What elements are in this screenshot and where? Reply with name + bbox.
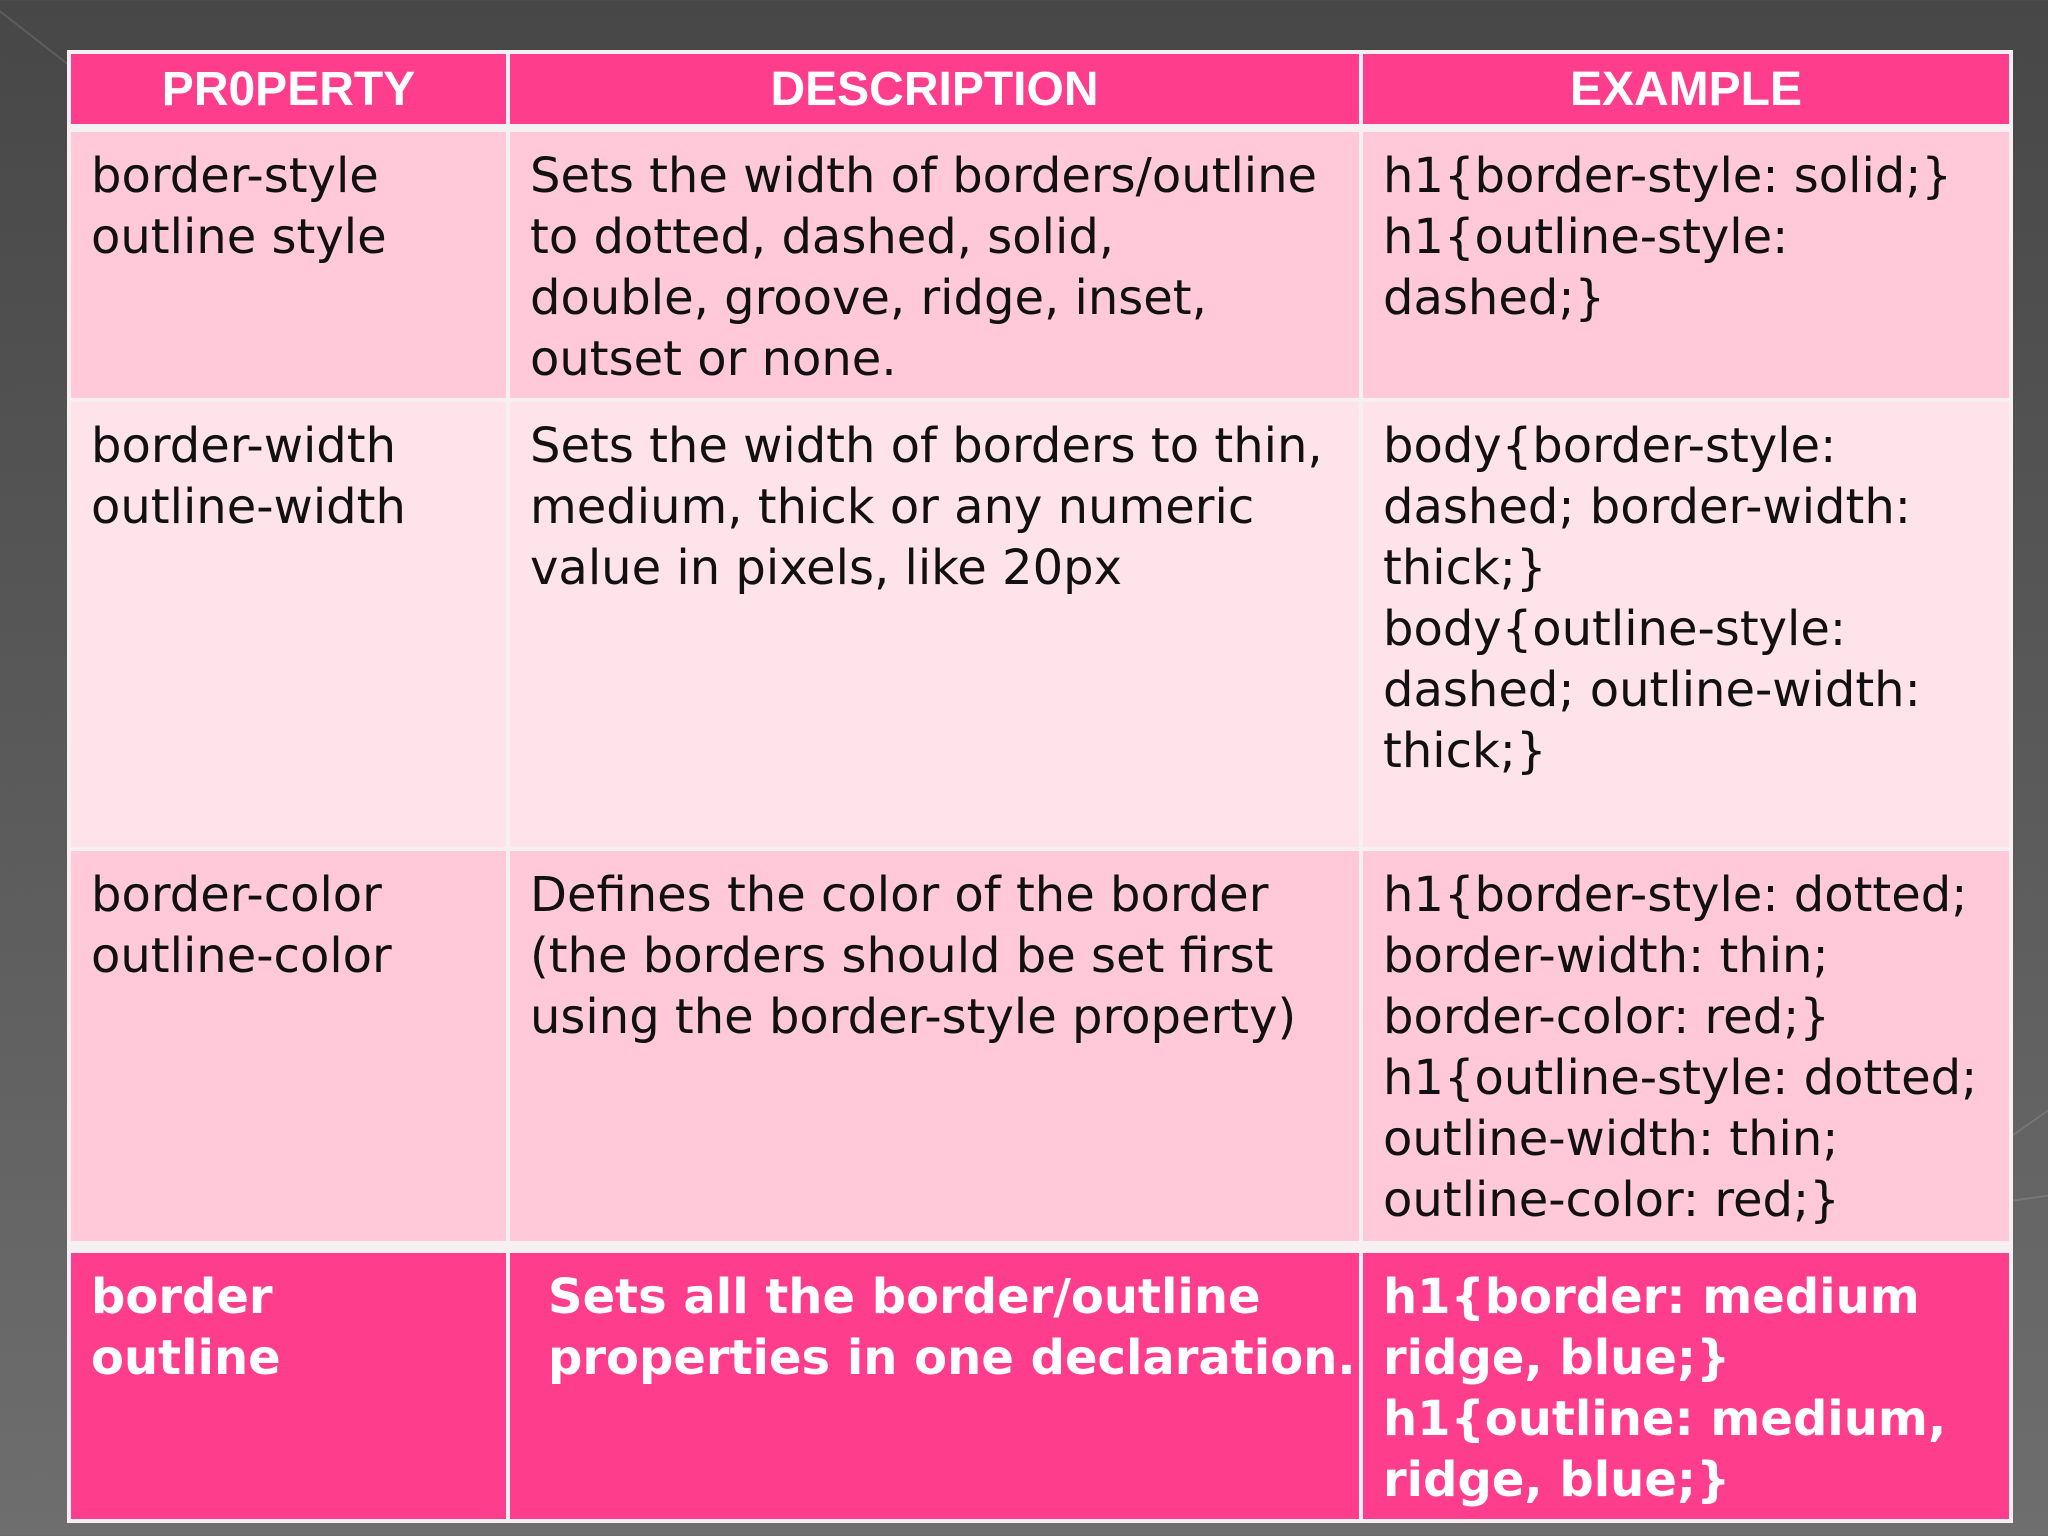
example-cell [1363,132,2013,402]
property-line: border [91,1269,273,1325]
table-header-row [67,50,2013,132]
property-cell [67,1245,510,1523]
property-line: border-width [91,418,397,474]
header-property: PR0PERTY [67,50,510,132]
example-line: ridge, blue;} [1383,1330,1731,1386]
example-line: body{border-style: [1383,418,1837,474]
example-line: thick;} [1383,723,1547,779]
description-cell [510,402,1363,851]
example-line: ridge, blue;} [1383,1452,1731,1508]
property-line: outline [91,1330,281,1386]
example-line: h1{border-style: solid;} [1383,148,1952,204]
table-row-highlight [67,1245,2013,1523]
example-cell [1363,1245,2013,1523]
example-line: h1{border: medium [1383,1269,1920,1325]
example-line: h1{border-style: dotted; [1383,867,1968,923]
example-cell [1363,402,2013,851]
example-line: outline-color: red;} [1383,1172,1840,1228]
table-row [67,402,2013,851]
table-row [67,851,2013,1245]
example-line: h1{outline-style: [1383,209,1789,265]
description-line: value in pixels, like 20px [530,540,1123,596]
description-line: to dotted, dashed, solid, [530,209,1115,265]
example-line: dashed;} [1383,270,1606,326]
description-cell [510,132,1363,402]
property-line: outline-color [91,928,392,984]
example-line: thick;} [1383,540,1547,596]
example-line: h1{outline-style: dotted; [1383,1050,1978,1106]
description-line: Sets the width of borders/outline [530,148,1318,204]
description-line: Sets all the border/outline [548,1269,1261,1325]
property-line: border-color [91,867,382,923]
property-line: outline-width [91,479,406,535]
background-decoration [2010,1192,2048,1202]
example-cell [1363,851,2013,1245]
description-line: medium, thick or any numeric [530,479,1255,535]
property-line: border-style [91,148,379,204]
property-cell [67,132,510,402]
description-line: using the border-style property) [530,989,1297,1045]
css-border-properties-table [67,50,2013,1523]
description-line: Sets the width of borders to thin, [530,418,1323,474]
example-line: outline-width: thin; [1383,1111,1839,1167]
description-line: properties in one declaration. [548,1330,1356,1386]
header-description: DESCRIPTION [510,50,1363,132]
property-cell [67,851,510,1245]
example-line: border-color: red;} [1383,989,1830,1045]
property-cell [67,402,510,851]
header-example: EXAMPLE [1363,50,2013,132]
description-cell [510,1245,1363,1523]
property-line: outline style [91,209,387,265]
example-line: dashed; border-width: [1383,479,1911,535]
table-row [67,132,2013,402]
example-line: body{outline-style: [1383,601,1847,657]
description-line: double, groove, ridge, inset, [530,270,1207,326]
description-cell [510,851,1363,1245]
description-line: Defines the color of the border [530,867,1269,923]
example-line: h1{outline: medium, [1383,1391,1947,1447]
description-line: (the borders should be set first [530,928,1274,984]
description-line: outset or none. [530,331,897,387]
example-line: border-width: thin; [1383,928,1829,984]
example-line: dashed; outline-width: [1383,662,1921,718]
